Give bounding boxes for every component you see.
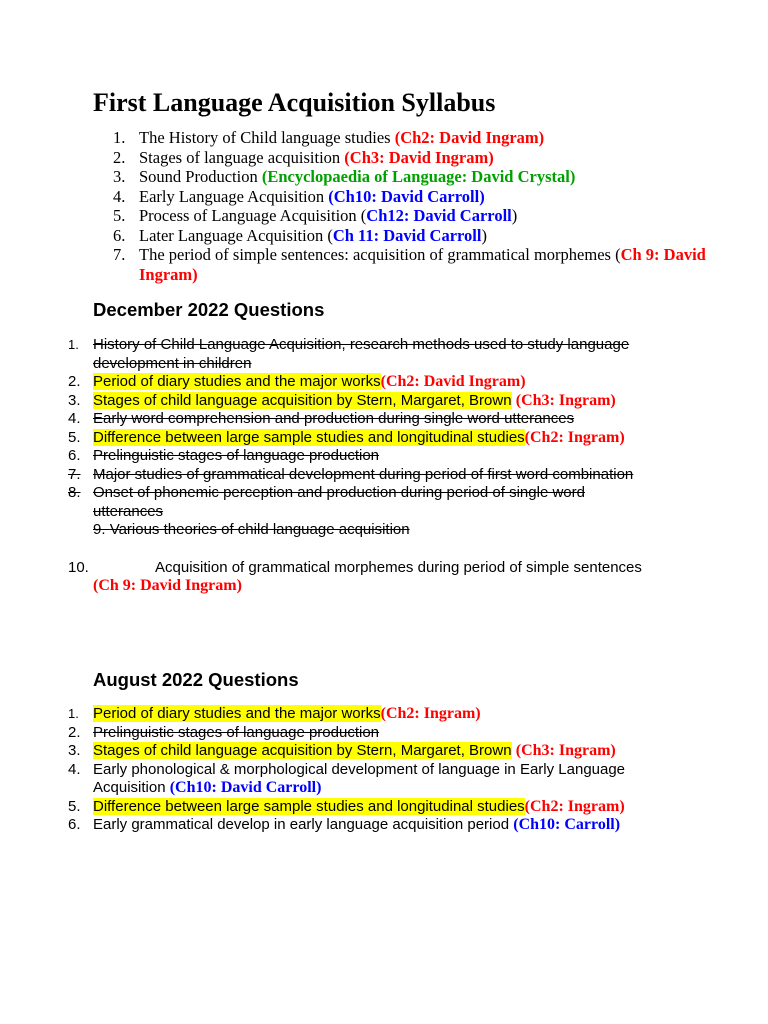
item-number: 5. xyxy=(113,206,126,225)
item-number: 1. xyxy=(113,128,126,147)
item-number: 7. xyxy=(113,245,126,264)
question-text: Early word comprehension and production during single word utterances xyxy=(93,410,575,427)
item-reference: Ch 9: David Ingram) xyxy=(139,245,706,284)
december-question-4 xyxy=(68,410,648,429)
question-reference: (Ch10: David Carroll) xyxy=(169,779,322,796)
question-text: Various theories of child language acquisition xyxy=(109,521,410,538)
syllabus-item-6 xyxy=(113,226,713,246)
august-question-2 xyxy=(68,724,648,743)
item-reference: (Encyclopaedia of Language: David Crystal) xyxy=(261,167,576,186)
question-reference: (Ch2: Ingram) xyxy=(524,428,625,446)
question-reference: (Ch2: David Ingram) xyxy=(380,373,526,390)
item-number: 3. xyxy=(113,167,126,186)
item-text: Stages of language acquisition xyxy=(139,147,345,167)
december-question-5 xyxy=(68,429,648,448)
question-number: 6. xyxy=(68,816,81,833)
item-text: Sound Production xyxy=(139,167,262,186)
item-text: Process of Language Acquisition ( xyxy=(139,206,367,225)
item-number: 2. xyxy=(113,147,126,167)
december-question-9 xyxy=(68,521,648,540)
question-number: 3. xyxy=(68,391,81,409)
december-question-3 xyxy=(68,392,648,411)
december-question-2 xyxy=(68,373,648,392)
december-question-6 xyxy=(68,447,648,466)
december-question-1 xyxy=(68,336,648,373)
syllabus-item-3 xyxy=(113,167,713,187)
item-text-after: ) xyxy=(511,206,518,225)
question-number: 2. xyxy=(68,373,81,390)
question-number: 3. xyxy=(68,742,81,759)
august-question-list xyxy=(68,705,648,835)
december-heading: December 2022 Questions xyxy=(93,299,325,320)
question-text: Prelinguistic stages of language production xyxy=(93,447,380,464)
august-question-6 xyxy=(68,816,648,835)
item-text-after: ) xyxy=(481,225,487,245)
question-text: Prelinguistic stages of language production xyxy=(93,723,380,741)
question-number: 1. xyxy=(68,706,79,721)
december-question-10 xyxy=(68,559,648,596)
page-title: First Language Acquisition Syllabus xyxy=(93,88,496,117)
syllabus-list xyxy=(113,128,713,284)
question-number: 2. xyxy=(68,723,81,741)
question-reference: (Ch10: Carroll) xyxy=(513,816,621,833)
question-text: Difference between large sample studies and longitudinal studies xyxy=(93,428,525,446)
august-question-3 xyxy=(68,742,648,761)
question-text: History of Child Language Acquisition, research methods used to study language development in children xyxy=(93,336,630,372)
item-reference: (Ch10: David Carroll) xyxy=(328,186,485,206)
question-text: Major studies of grammatical development during period of first word combination xyxy=(93,465,634,483)
question-reference: (Ch2: Ingram) xyxy=(524,797,625,815)
syllabus-item-4 xyxy=(113,187,713,207)
question-number: 4. xyxy=(68,410,81,427)
question-text: Stages of child language acquisition by Stern, Margaret, Brown xyxy=(93,391,512,409)
question-number: 9. xyxy=(93,521,106,538)
question-reference: (Ch2: Ingram) xyxy=(380,705,481,722)
question-text: Period of diary studies and the major works xyxy=(93,705,381,722)
august-question-4 xyxy=(68,761,648,798)
question-number: 5. xyxy=(68,797,81,815)
question-number: 10. xyxy=(68,558,89,576)
question-number: 1. xyxy=(68,337,79,352)
syllabus-item-5 xyxy=(113,206,713,226)
question-text: Early phonological & morphological development of language in Early Language Acquisition xyxy=(93,760,626,796)
question-reference: (Ch3: Ingram) xyxy=(515,391,616,409)
question-text: Early grammatical develop in early language acquisition period xyxy=(93,816,510,833)
december-question-7 xyxy=(68,466,648,485)
question-number: 5. xyxy=(68,428,81,446)
item-text: The History of Child language studies xyxy=(139,128,395,147)
item-text: Later Language Acquisition ( xyxy=(139,225,333,245)
december-question-list xyxy=(68,336,648,596)
syllabus-item-7 xyxy=(113,245,713,284)
question-text: Acquisition of grammatical morphemes during period of simple sentences xyxy=(155,558,642,576)
item-reference: Ch 11: David Carroll xyxy=(332,225,482,245)
item-reference: (Ch2: David Ingram) xyxy=(394,128,545,147)
item-text: The period of simple sentences: acquisition of grammatical morphemes ( xyxy=(139,245,621,264)
question-text: Stages of child language acquisition by Stern, Margaret, Brown xyxy=(93,742,512,759)
question-number: 7. xyxy=(68,465,81,483)
question-number: 8. xyxy=(68,484,81,501)
item-reference: Ch12: David Carroll xyxy=(366,206,512,225)
item-text: Early Language Acquisition xyxy=(139,186,329,206)
question-text: Onset of phonemic perception and production during period of single word utterances xyxy=(93,484,585,520)
august-heading: August 2022 Questions xyxy=(93,669,299,690)
question-text: Difference between large sample studies and longitudinal studies xyxy=(93,797,525,815)
item-reference: (Ch3: David Ingram) xyxy=(344,147,494,167)
question-text: Period of diary studies and the major works xyxy=(93,373,381,390)
question-reference: (Ch3: Ingram) xyxy=(515,742,616,759)
syllabus-item-2 xyxy=(113,148,713,168)
item-number: 4. xyxy=(113,186,126,206)
syllabus-item-1 xyxy=(113,128,713,148)
august-question-5 xyxy=(68,798,648,817)
august-question-1 xyxy=(68,705,648,724)
item-number: 6. xyxy=(113,225,126,245)
december-question-8 xyxy=(68,484,648,521)
question-reference: (Ch 9: David Ingram) xyxy=(93,577,242,594)
question-number: 6. xyxy=(68,447,81,464)
question-number: 4. xyxy=(68,760,81,778)
